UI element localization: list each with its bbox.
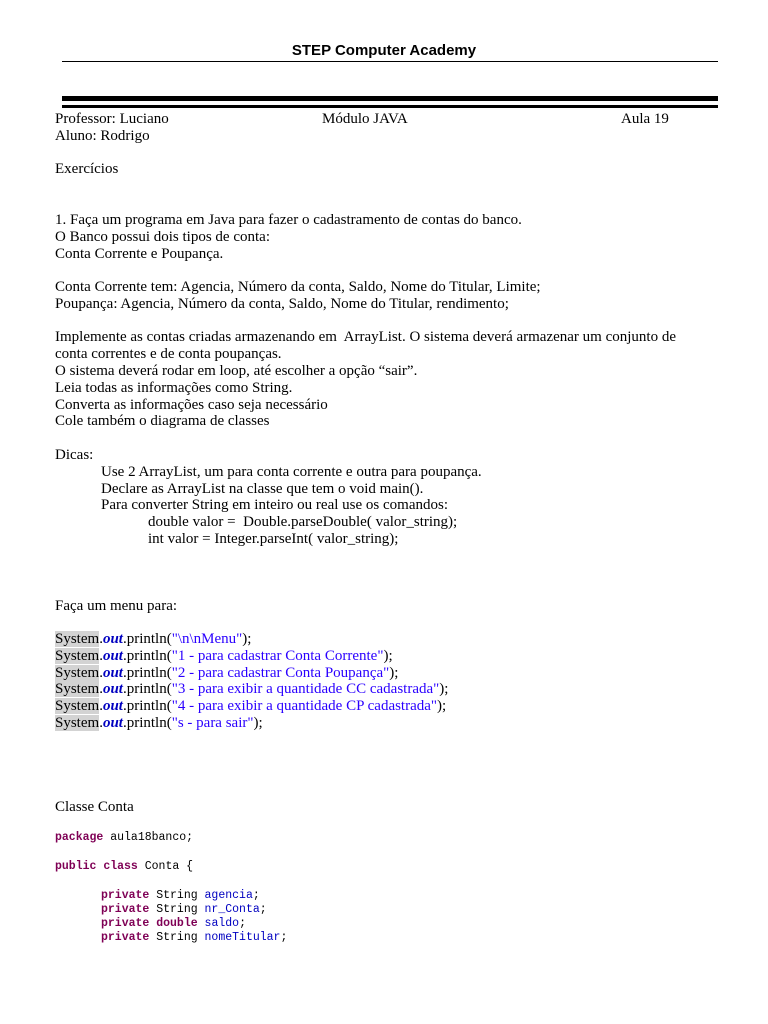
- suffix-token: );: [242, 631, 252, 647]
- field-type: String: [149, 903, 205, 916]
- field-line: [101, 903, 267, 917]
- method-token: .println(: [122, 648, 172, 664]
- field-type: double: [156, 917, 198, 930]
- public-keyword: public: [55, 860, 97, 873]
- system-token: System: [55, 698, 100, 714]
- class-keyword: class: [103, 860, 138, 873]
- field-line: [101, 931, 287, 945]
- menu-code-line: System.out.println("1 - para cadastrar Conta Corrente");: [55, 648, 393, 664]
- system-token: System: [55, 681, 100, 697]
- field-modifier: private: [101, 903, 150, 916]
- tip-item: Use 2 ArrayList, um para conta corrente e outra para poupança.: [101, 464, 482, 480]
- system-token: System: [55, 665, 100, 681]
- tips-title: Dicas:: [55, 447, 94, 463]
- exercise-line: Leia todas as informações como String.: [55, 380, 293, 396]
- suffix-token: );: [389, 665, 399, 681]
- exercise-line: Cole também o diagrama de classes: [55, 413, 270, 429]
- document-header-title: STEP Computer Academy: [291, 42, 477, 59]
- header-medium-rule: [62, 105, 718, 108]
- class-section-title: Classe Conta: [55, 799, 134, 815]
- menu-string: "2 - para cadastrar Conta Poupança": [171, 665, 390, 681]
- menu-title: Faça um menu para:: [55, 598, 178, 614]
- suffix-token: );: [383, 648, 393, 664]
- out-token: out: [102, 631, 123, 647]
- tip-code-line: int valor = Integer.parseInt( valor_string);: [148, 531, 399, 547]
- exercise-line: Converta as informações caso seja necessário: [55, 397, 328, 413]
- menu-code-line: System.out.println("s - para sair");: [55, 715, 263, 731]
- system-token: System: [55, 631, 100, 647]
- module-label: Módulo JAVA: [322, 111, 408, 127]
- exercise-line: Poupança: Agencia, Número da conta, Saldo, Nome do Titular, rendimento;: [55, 296, 509, 312]
- menu-string: "\n\nMenu": [171, 631, 243, 647]
- field-name: nr_Conta: [204, 903, 260, 916]
- tip-code-line: double valor = Double.parseDouble( valor_string);: [148, 514, 458, 530]
- method-token: .println(: [122, 715, 172, 731]
- field-type: String: [149, 931, 205, 944]
- package-name: aula18banco;: [103, 831, 194, 844]
- menu-string: "s - para sair": [171, 715, 254, 731]
- exercise-line: O Banco possui dois tipos de conta:: [55, 229, 270, 245]
- out-token: out: [102, 681, 123, 697]
- system-token: System: [55, 715, 100, 731]
- field-end: ;: [239, 917, 246, 930]
- field-end: ;: [259, 903, 267, 916]
- professor-label: Professor: Luciano: [55, 111, 169, 127]
- field-end: ;: [252, 889, 260, 902]
- tip-item: Para converter String em inteiro ou real use os comandos:: [101, 497, 448, 513]
- section-title: Exercícios: [55, 161, 119, 177]
- out-token: out: [102, 715, 123, 731]
- method-token: .println(: [122, 698, 172, 714]
- header-thin-rule: [62, 61, 718, 62]
- field-name: saldo: [204, 917, 240, 930]
- field-name: nomeTitular: [204, 931, 281, 944]
- out-token: out: [102, 698, 123, 714]
- suffix-token: );: [253, 715, 263, 731]
- field-type: String: [149, 889, 205, 902]
- exercise-line: 1. Faça um programa em Java para fazer o cadastramento de contas do banco.: [55, 212, 522, 228]
- package-line: [55, 831, 193, 845]
- package-keyword: package: [55, 831, 104, 844]
- field-modifier: private: [101, 889, 150, 902]
- suffix-token: );: [437, 698, 447, 714]
- menu-code-line: System.out.println("3 - para exibir a quantidade CC cadastrada");: [55, 681, 449, 697]
- header-thick-rule: [62, 96, 718, 101]
- exercise-line: conta correntes e de conta poupanças.: [55, 346, 282, 362]
- field-line: [101, 917, 246, 931]
- field-modifier: private: [101, 917, 150, 930]
- tip-item: Declare as ArrayList na classe que tem o void main().: [101, 481, 424, 497]
- method-token: .println(: [122, 681, 172, 697]
- menu-string: "4 - para exibir a quantidade CP cadastrada": [171, 698, 438, 714]
- field-line: [101, 889, 260, 903]
- suffix-token: );: [439, 681, 449, 697]
- student-label: Aluno: Rodrigo: [55, 128, 150, 144]
- method-token: .println(: [122, 665, 172, 681]
- exercise-line: Conta Corrente tem: Agencia, Número da conta, Saldo, Nome do Titular, Limite;: [55, 279, 541, 295]
- class-name: Conta {: [137, 860, 194, 873]
- class-declaration-line: [55, 860, 193, 874]
- menu-string: "3 - para exibir a quantidade CC cadastrada": [171, 681, 440, 697]
- exercise-line: O sistema deverá rodar em loop, até escolher a opção “sair”.: [55, 363, 418, 379]
- field-name: agencia: [204, 889, 253, 902]
- menu-code-line: System.out.println("2 - para cadastrar Conta Poupança");: [55, 665, 399, 681]
- system-token: System: [55, 648, 100, 664]
- exercise-line: Conta Corrente e Poupança.: [55, 246, 224, 262]
- menu-code-line: System.out.println("4 - para exibir a quantidade CP cadastrada");: [55, 698, 447, 714]
- field-end: ;: [280, 931, 288, 944]
- menu-code-line: System.out.println("\n\nMenu");: [55, 631, 252, 647]
- out-token: out: [102, 665, 123, 681]
- method-token: .println(: [122, 631, 172, 647]
- out-token: out: [102, 648, 123, 664]
- field-modifier: private: [101, 931, 150, 944]
- menu-string: "1 - para cadastrar Conta Corrente": [171, 648, 384, 664]
- lesson-label: Aula 19: [621, 111, 669, 127]
- exercise-line: Implemente as contas criadas armazenando em ArrayList. O sistema deverá armazenar um conjunto de: [55, 329, 676, 345]
